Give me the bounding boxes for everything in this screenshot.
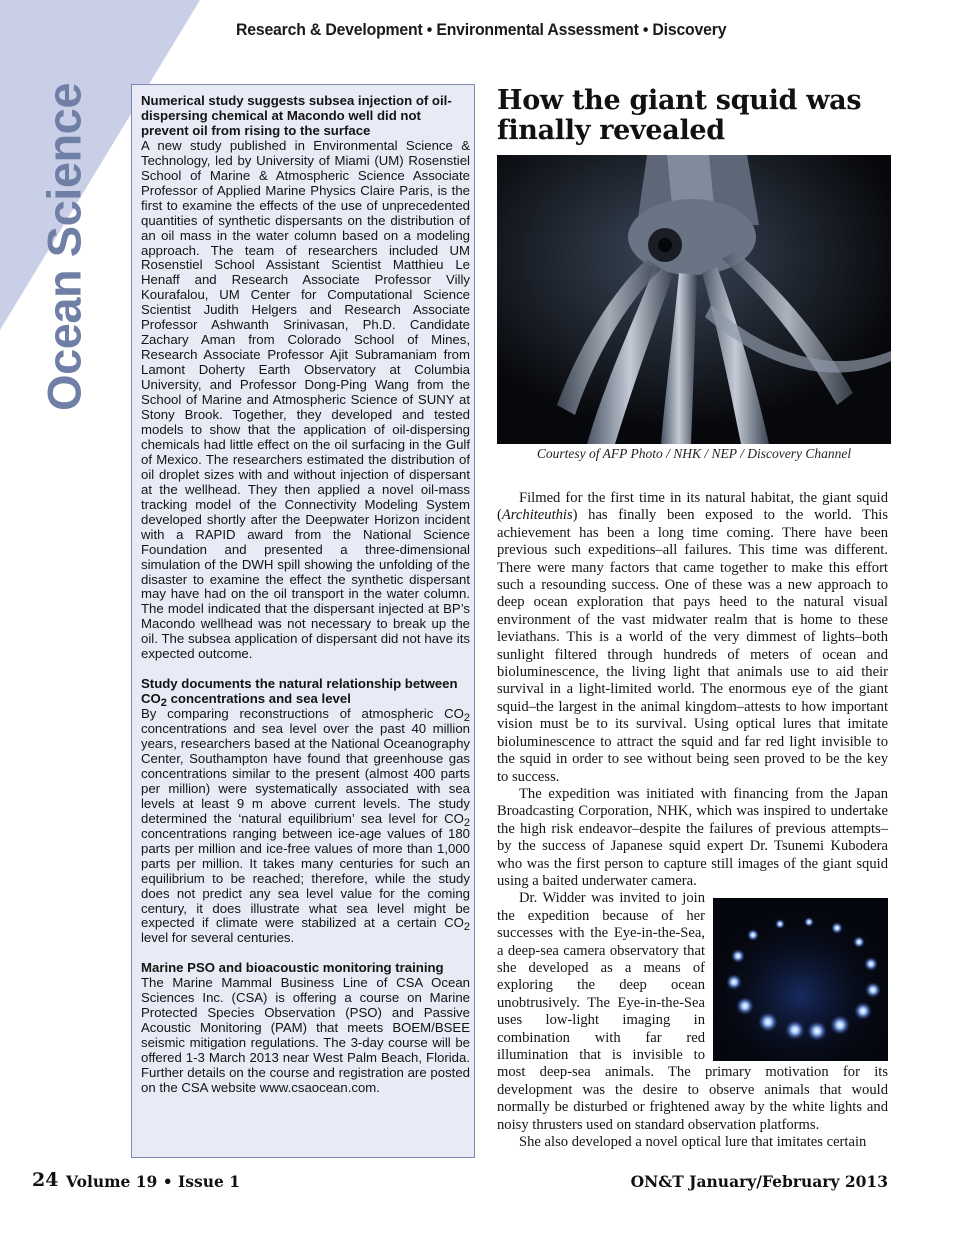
story-1-body: A new study published in Environmental Science & Technology, led by University of Miami (UM) Rosenstiel School of Marine & Atmospheric Science Associate Professor of Applied Marine Physics Claire Paris, is the first to examine the effects of the use of unprecedented quantities of synthetic dispersants on the distribution of an oil mass in the water column based on a modeling approach. The team of researchers included UM Rosenstiel School Assistant Scientist Matthieu Le Henaff and Research Associate Professor Villy Kourafalou, UM Center for Computational Science Scientist Judith Helgers and Research Associate Professor Ashwanth Srinivasan, Ph.D. Candidate Zachary Aman from Colorado School of Mines, Research Associate Professor Ajit Subramaniam from Lamont Doherty Earth Observatory at Columbia University, and Professor Dong-Ping Wang from the School of Marine and Atmospheric Science of SUNY at Stony Brook. Together, they developed and tested models to show that the application of oil-dispersing chemicals had little effect on the oil surfacing in the Gulf of Mexico. The researchers estimated the distribution of oil droplet sizes with and without injection of dispersant at the wellhead. They then applied a novel oil-mass tracking model of the Connectivity Modeling System developed shortly after the Deepwater Horizon incident with a RAPID award from the National Science Foundation and presented a three-dimensional simulation of the DWH spill showing the unfolding of the disaster to examine the effect the synthetic dispersant may have had on the oil transport in the water column. The model indicated that the dispersant injected at BP’s Macondo wellhead was not necessary to break up the oil. The subsea application of dispersant did not have its expected outcome.	[141, 137, 470, 662]
story-3-body: The Marine Mammal Business Line of CSA Ocean Sciences Inc. (CSA) is offering a course on Marine Protected Species Observation (PSO) and Passive Acoustic Monitoring (PAM) that meets BOEM/BSEE seismic mitigation regulations. The 3-day course will be offered 1-3 March 2013 near West Palm Beach, Florida. Further details on the course and registration are posted on the CSA website www.csaocean.com.	[141, 975, 470, 1095]
story-2-title: Study documents the natural relationship between $CO_2$ concentrations and sea level	[141, 676, 458, 710]
volume-issue: Volume 19 • Issue 1	[66, 1172, 241, 1191]
article-body	[497, 490, 888, 1151]
giant-squid-photo	[497, 155, 891, 444]
article-paragraph: She also developed a novel optical lure that imitates certain	[519, 1134, 867, 1151]
article-paragraph: The expedition was initiated with financing from the Japan Broadcasting Corporation, NHK, which was inspired to undertake the high risk endeavor–despite the failures of previous attempts–by the success of Japanese squid expert Dr. Tsunemi Kubodera who was the first person to capture still images of the giant squid using a baited underwater camera.	[497, 785, 888, 889]
story-3-title: Marine PSO and bioacoustic monitoring training	[141, 960, 444, 976]
article-paragraph: Filmed for the first time in its natural habitat, the giant squid (Architeuthis) has finally been exposed to the world. This achievement has been a long time coming. There have been previous such expeditions–all failures. This time was different. There were many factors that came together to make this effort such a resounding success. One of these was a new approach to deep ocean exploration that pays heed to the natural visual environment of the vast midwater realm that is home to these leviathans. This is a world of the very dimmest of lights–both sunlight filtered through hundreds of meters of ocean and bioluminescence, the living light that animals use to aid their survival in a light-limited world. The enormous eye of the giant squid–the largest in the animal kingdom–attests to how important vision must be to its survival. Using optical lures that imitate bioluminescence to attract the squid and far red light invisible to the squid in order to see without being seen proved to be the key to success.	[497, 490, 888, 785]
issue-date: ON&T January/February 2013	[630, 1172, 888, 1191]
photo-caption: Courtesy of AFP Photo / NHK / NEP / Discovery Channel	[536, 446, 852, 461]
section-label: Ocean Science	[37, 83, 91, 411]
article-headline: How the giant squid was finally revealed	[497, 85, 862, 146]
article-paragraph: Dr. Widder was invited to join the expedition because of her successes with the Eye-in-the-Sea, a deep-sea camera observatory that she developed as a means of exploring the deep ocean unobtrusively. The Eye-in-the-Sea uses low-light imaging in combination with far red illumination that is invisible to most deep-sea animals. The primary motivation for its development was the desire to observe animals that would normally be disturbed or frightened away by the white lights and noisy thrusters used on standard observation platforms.	[497, 890, 888, 1133]
news-sidebar	[131, 84, 475, 1158]
page-number: 24	[32, 1169, 59, 1191]
story-1-title: Numerical study suggests subsea injection of oil-dispersing chemical at Macondo well did not prevent oil from rising to the surface	[141, 93, 452, 138]
running-header: Research & Development • Environmental Assessment • Discovery	[236, 20, 727, 39]
optical-lure-photo	[713, 898, 888, 1061]
story-2-body: By comparing reconstructions of atmospheric $CO_2$ concentrations and sea level over the past 40 million years, researchers based at the National Oceanography Center, Southampton have found that greenhouse gas concentrations similar to the present (almost 400 parts per million) were systematically associated with sea levels at least 9 m above current levels. The study determined the ‘natural equilibrium’ sea level for $CO_2$ concentrations ranging between ice-age values of 180 parts per million and ice-free values of more than 1,000 parts per million. It takes many centuries for such an equilibrium to be reached; therefore, while the study does not predict any sea level value for the coming century, it does illustrate what sea level might be expected if climate were stabilized at a certain $CO_2$ level for several centuries.	[141, 706, 470, 946]
